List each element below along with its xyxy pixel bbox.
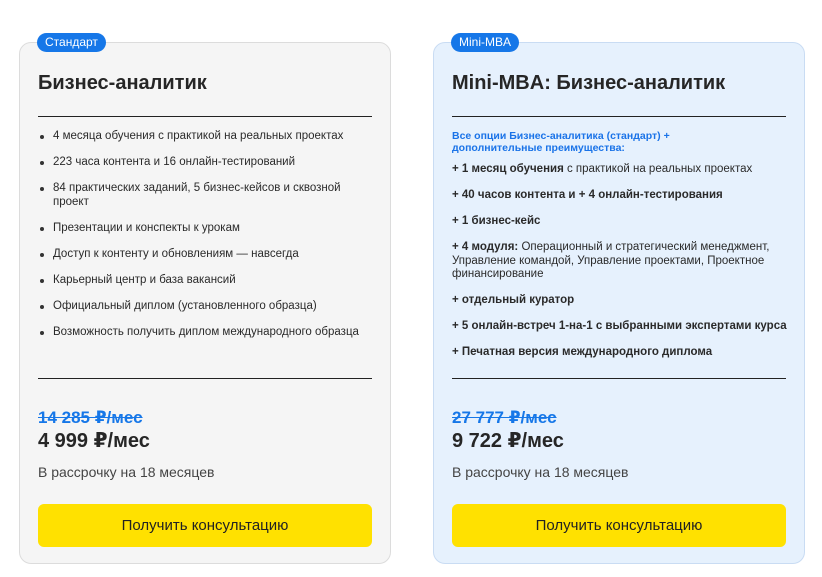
plan-title: Mini-MBA: Бизнес-аналитик — [452, 72, 726, 94]
advantage-item: + 1 месяц обучения с практикой на реальных проектах — [452, 163, 753, 175]
advantage-item: + 1 бизнес-кейс — [452, 215, 541, 227]
plan-card-mini-mba — [433, 35, 805, 564]
divider — [38, 116, 372, 117]
old-price: 14 285 ₽/мес — [38, 408, 143, 427]
divider — [38, 378, 372, 379]
plan-badge: Стандарт — [37, 33, 106, 52]
installment-note: В рассрочку на 18 месяцев — [38, 464, 215, 480]
get-consultation-button[interactable]: Получить консультацию — [452, 504, 786, 547]
plan-intro: Все опции Бизнес-аналитика (стандарт) + дополнительные преимущества: — [452, 130, 670, 154]
advantage-item: + Печатная версия международного диплома — [452, 346, 713, 358]
advantage-list — [452, 163, 787, 372]
advantage-item: + 40 часов контента и + 4 онлайн-тестирования — [452, 189, 723, 201]
divider — [452, 378, 786, 379]
feature-item: 4 месяца обучения с практикой на реальных проектах — [38, 130, 368, 144]
divider — [452, 116, 786, 117]
old-price: 27 777 ₽/мес — [452, 408, 557, 427]
current-price: 9 722 ₽/мес — [452, 430, 564, 452]
feature-item: Официальный диплом (установленного образца) — [38, 300, 368, 314]
installment-note: В рассрочку на 18 месяцев — [452, 464, 629, 480]
feature-item: Доступ к контенту и обновлениям — навсегда — [38, 248, 368, 262]
current-price: 4 999 ₽/мес — [38, 430, 150, 452]
get-consultation-button[interactable]: Получить консультацию — [38, 504, 372, 547]
advantage-item: + 5 онлайн-встреч 1-на-1 с выбранными экспертами курса — [452, 320, 787, 332]
plan-badge: Mini-MBA — [451, 33, 519, 52]
plan-title: Бизнес-аналитик — [38, 72, 207, 94]
advantage-item: + отдельный куратор — [452, 294, 575, 306]
feature-list — [38, 130, 368, 352]
plan-card-standard — [19, 35, 391, 564]
feature-item: Карьерный центр и база вакансий — [38, 274, 368, 288]
feature-item: Презентации и конспекты к урокам — [38, 222, 368, 236]
feature-item: Возможность получить диплом международного образца — [38, 326, 368, 340]
feature-item: 223 часа контента и 16 онлайн-тестирований — [38, 156, 368, 170]
feature-item: 84 практических заданий, 5 бизнес-кейсов и сквозной проект — [38, 182, 368, 209]
advantage-item: + 4 модуля: Операционный и стратегический менеджмент, Управление командой, Управление проектами, Проектное финансирование — [452, 241, 770, 280]
